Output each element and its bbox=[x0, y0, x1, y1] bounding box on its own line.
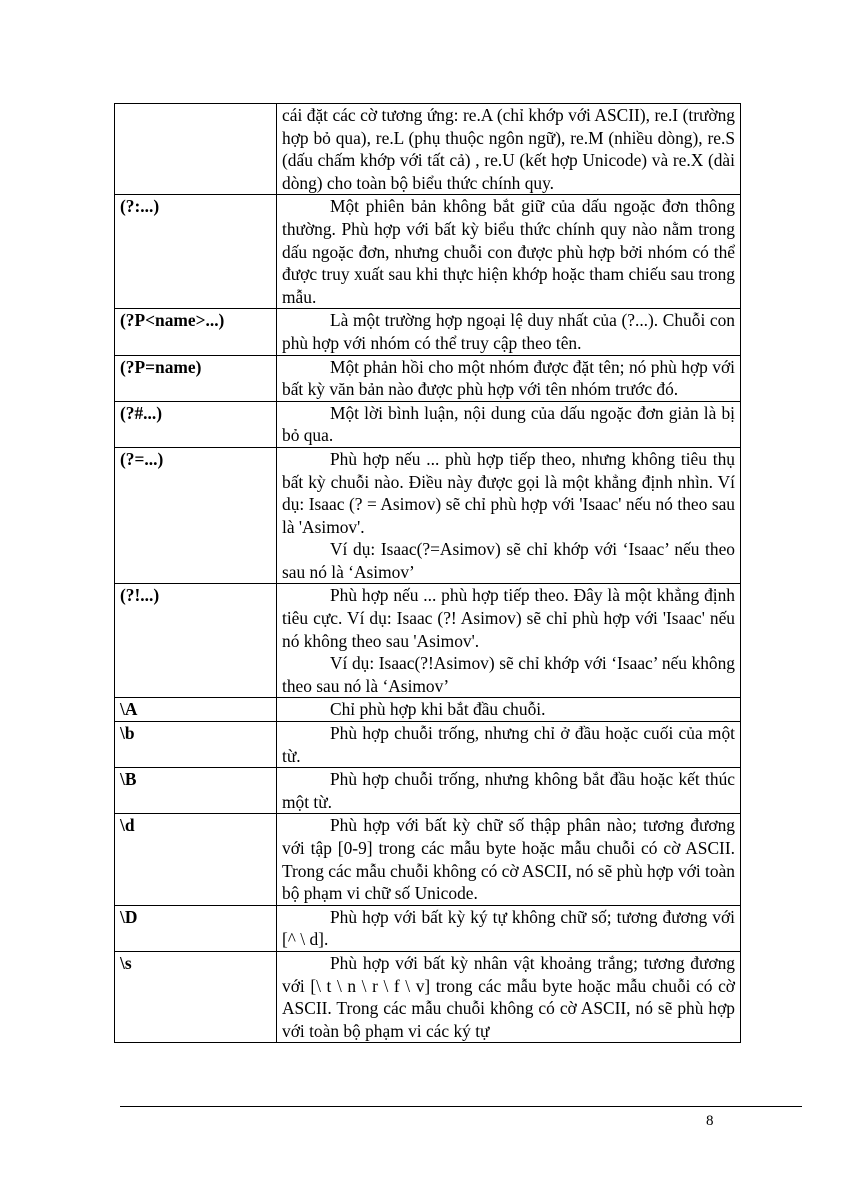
regex-pattern-cell: (?P<name>...) bbox=[115, 309, 277, 355]
regex-syntax-table bbox=[114, 103, 741, 1043]
description-paragraph: Ví dụ: Isaac(?!Asimov) sẽ chỉ khớp với ‘Isaac’ nếu không theo sau nó là ‘Asimov’ bbox=[282, 653, 735, 696]
regex-table-body bbox=[115, 104, 741, 1043]
description-paragraph: Phù hợp với bất kỳ nhân vật khoảng trắng; tương đương với [\ t \ n \ r \ f \ v] trong các mẫu byte hoặc mẫu chuỗi có cờ ASCII. Trong các mẫu chuỗi không có cờ ASCII, nó sẽ phù hợp với toàn bộ phạm vi các ký tự bbox=[282, 952, 735, 1041]
description-paragraph: Một phản hồi cho một nhóm được đặt tên; nó phù hợp với bất kỳ văn bản nào được phù hợp với tên nhóm trước đó. bbox=[282, 356, 735, 400]
regex-description-cell bbox=[277, 768, 741, 814]
table-row bbox=[115, 768, 741, 814]
footer-divider bbox=[120, 1106, 802, 1107]
regex-pattern-cell: \A bbox=[115, 698, 277, 722]
regex-pattern-cell: (?=...) bbox=[115, 447, 277, 584]
regex-pattern-cell: \d bbox=[115, 814, 277, 905]
table-row bbox=[115, 309, 741, 355]
regex-pattern-cell: \B bbox=[115, 768, 277, 814]
table-row bbox=[115, 355, 741, 401]
description-paragraph: Phù hợp với bất kỳ chữ số thập phân nào; tương đương với tập [0-9] trong các mẫu byte hoặc mẫu chuỗi có cờ ASCII. Trong các mẫu chuỗi không có cờ ASCII, nó sẽ phù hợp với toàn bộ phạm vi chữ số Unicode. bbox=[282, 815, 735, 904]
regex-description-cell bbox=[277, 905, 741, 951]
regex-description-cell bbox=[277, 814, 741, 905]
page-number: 8 bbox=[706, 1113, 714, 1129]
table-row bbox=[115, 722, 741, 768]
regex-description-cell bbox=[277, 722, 741, 768]
description-paragraph: cái đặt các cờ tương ứng: re.A (chỉ khớp với ASCII), re.I (trường hợp bỏ qua), re.L (phụ thuộc ngôn ngữ), re.M (nhiều dòng), re.S (dấu chấm khớp với tất cả) , re.U (kết hợp Unicode) và re.X (dài dòng) cho toàn bộ biểu thức chính quy. bbox=[282, 105, 735, 193]
regex-pattern-cell: \s bbox=[115, 951, 277, 1042]
regex-description-cell bbox=[277, 309, 741, 355]
regex-pattern-cell bbox=[115, 104, 277, 195]
description-paragraph: Một lời bình luận, nội dung của dấu ngoặc đơn giản là bị bỏ qua. bbox=[282, 402, 735, 446]
table-row bbox=[115, 951, 741, 1042]
regex-description-cell bbox=[277, 401, 741, 447]
description-paragraph: Phù hợp chuỗi trống, nhưng không bắt đầu hoặc kết thúc một từ. bbox=[282, 769, 735, 812]
table-row bbox=[115, 104, 741, 195]
regex-pattern-cell: (?!...) bbox=[115, 584, 277, 698]
table-row bbox=[115, 447, 741, 584]
regex-pattern-cell: (?P=name) bbox=[115, 355, 277, 401]
table-row bbox=[115, 584, 741, 698]
table-row bbox=[115, 905, 741, 951]
description-paragraph: Chỉ phù hợp khi bắt đầu chuỗi. bbox=[330, 699, 546, 720]
table-row bbox=[115, 698, 741, 722]
table-row bbox=[115, 195, 741, 309]
regex-description-cell bbox=[277, 584, 741, 698]
regex-description-cell bbox=[277, 447, 741, 584]
regex-pattern-cell: (?:...) bbox=[115, 195, 277, 309]
regex-pattern-cell: (?#...) bbox=[115, 401, 277, 447]
description-paragraph: Phù hợp nếu ... phù hợp tiếp theo, nhưng không tiêu thụ bất kỳ chuỗi nào. Điều này được gọi là một khẳng định nhìn. Ví dụ: Isaac (? = Asimov) sẽ chỉ phù hợp với 'Isaac' nếu nó theo sau là 'Asimov'. bbox=[282, 448, 735, 537]
regex-description-cell bbox=[277, 951, 741, 1042]
description-paragraph: Là một trường hợp ngoại lệ duy nhất của (?...). Chuỗi con phù hợp với nhóm có thể truy cập theo tên. bbox=[282, 310, 735, 353]
regex-pattern-cell: \b bbox=[115, 722, 277, 768]
description-paragraph: Phù hợp với bất kỳ ký tự không chữ số; tương đương với [^ \ d]. bbox=[282, 906, 735, 950]
regex-description-cell bbox=[277, 355, 741, 401]
regex-description-cell bbox=[277, 104, 741, 195]
regex-description-cell bbox=[277, 698, 741, 722]
table-row bbox=[115, 401, 741, 447]
description-paragraph: Phù hợp chuỗi trống, nhưng chỉ ở đầu hoặc cuối của một từ. bbox=[282, 723, 735, 766]
table-row bbox=[115, 814, 741, 905]
regex-description-cell bbox=[277, 195, 741, 309]
description-paragraph: Phù hợp nếu ... phù hợp tiếp theo. Đây là một khẳng định tiêu cực. Ví dụ: Isaac (?! Asimov) sẽ chỉ phù hợp với 'Isaac' nếu nó không theo sau 'Asimov'. bbox=[282, 585, 735, 651]
description-paragraph: Ví dụ: Isaac(?=Asimov) sẽ chỉ khớp với ‘Isaac’ nếu theo sau nó là ‘Asimov’ bbox=[282, 539, 735, 582]
description-paragraph: Một phiên bản không bắt giữ của dấu ngoặc đơn thông thường. Phù hợp với bất kỳ biểu thức chính quy nào nằm trong dấu ngoặc đơn, nhưng chuỗi con được phù hợp bởi nhóm có thể được truy xuất sau khi thực hiện khớp hoặc tham chiếu sau trong mẫu. bbox=[282, 196, 735, 307]
regex-pattern-cell: \D bbox=[115, 905, 277, 951]
